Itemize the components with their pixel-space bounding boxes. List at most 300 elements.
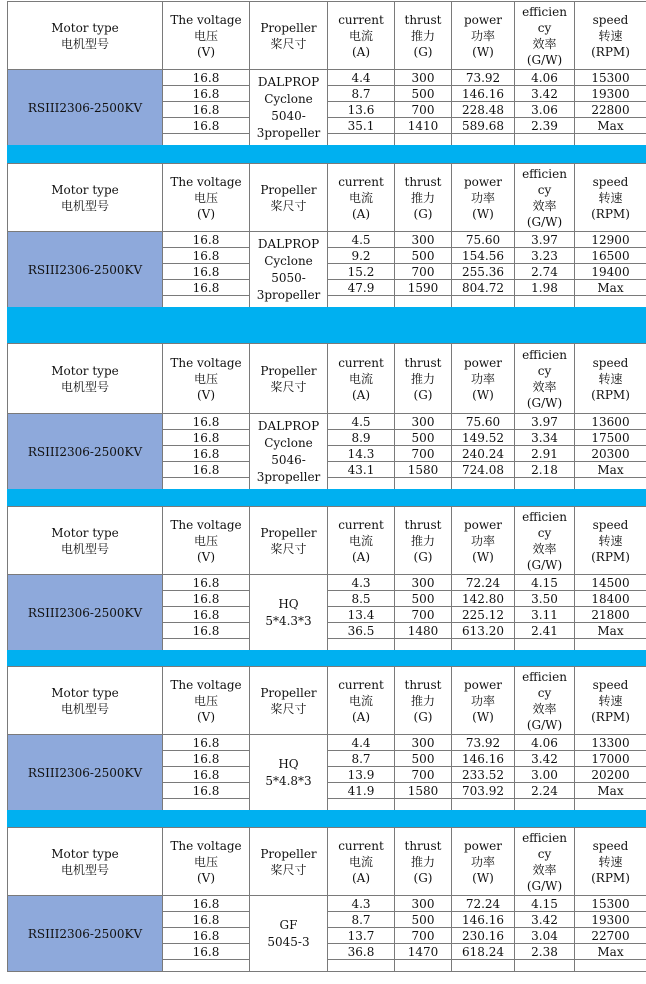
header-current [328, 2, 395, 70]
empty-cell [515, 799, 575, 811]
current-cell: 4.3 [328, 575, 395, 591]
power-cell: 618.24 [452, 944, 515, 960]
thrust-cell: 1470 [395, 944, 452, 960]
power-cell: 230.16 [452, 928, 515, 944]
power-cell: 703.92 [452, 783, 515, 799]
header-current [328, 344, 395, 414]
empty-cell [452, 296, 515, 308]
cell-line: 5*4.8*3 [265, 773, 312, 788]
cell-line: (V) [196, 387, 216, 402]
table-row [8, 575, 646, 591]
current-cell: 36.8 [328, 944, 395, 960]
empty-cell [575, 960, 646, 972]
power-cell: 228.48 [452, 102, 515, 118]
cell-line: (W) [472, 709, 494, 724]
efficiency-cell: 4.15 [515, 575, 575, 591]
cell-line: power [463, 12, 502, 27]
efficiency-cell: 3.97 [515, 232, 575, 248]
current-cell: 4.5 [328, 232, 395, 248]
header-current [328, 667, 395, 735]
test-block-table [7, 163, 646, 308]
voltage-cell: 16.8 [163, 462, 250, 478]
empty-cell [328, 478, 395, 490]
voltage-cell: 16.8 [163, 575, 250, 591]
current-cell: 4.3 [328, 896, 395, 912]
cell-line: DALPROP [257, 418, 320, 433]
cell-line: 功率 [470, 533, 495, 548]
section-separator-bar [7, 810, 646, 827]
cell-line: The voltage [170, 355, 242, 370]
cell-line: 效率 [532, 198, 557, 213]
header-thrust [395, 164, 452, 232]
cell-line: (V) [196, 206, 216, 221]
header-propeller [250, 667, 328, 735]
section-separator-bar [7, 145, 646, 163]
section-separator-bar [7, 307, 646, 343]
power-cell: 146.16 [452, 751, 515, 767]
header-thrust [395, 667, 452, 735]
cell-line: (G/W) [526, 557, 563, 572]
power-cell: 724.08 [452, 462, 515, 478]
current-cell: 8.5 [328, 591, 395, 607]
cell-line: 转速 [598, 533, 623, 548]
empty-cell [328, 799, 395, 811]
cell-line: (G/W) [526, 878, 563, 893]
empty-cell [163, 799, 250, 811]
propeller-cell [250, 575, 328, 651]
empty-cell [163, 478, 250, 490]
empty-cell [328, 296, 395, 308]
thrust-cell: 1590 [395, 280, 452, 296]
header-thrust [395, 828, 452, 896]
cell-line: GF [279, 917, 298, 932]
current-cell: 4.4 [328, 70, 395, 86]
voltage-cell: 16.8 [163, 70, 250, 86]
test-block-table [7, 666, 646, 811]
thrust-cell: 700 [395, 102, 452, 118]
cell-line: 电流 [348, 854, 373, 869]
speed-cell: 14500 [575, 575, 646, 591]
motor-type-cell: RSIII2306-2500KV [8, 70, 163, 146]
cell-line: efficien [522, 166, 567, 181]
header-propeller [250, 2, 328, 70]
cell-line: efficien [522, 347, 567, 362]
speed-cell: 19300 [575, 86, 646, 102]
cell-line: 电压 [193, 854, 218, 869]
empty-cell [395, 296, 452, 308]
cell-line: 效率 [532, 36, 557, 51]
voltage-cell: 16.8 [163, 102, 250, 118]
efficiency-cell: 2.38 [515, 944, 575, 960]
cell-line: cy [537, 685, 552, 700]
empty-cell [575, 478, 646, 490]
section-separator-bar [7, 489, 646, 506]
test-block-table [7, 506, 646, 651]
header-voltage [163, 164, 250, 232]
current-cell: 35.1 [328, 118, 395, 134]
voltage-cell: 16.8 [163, 248, 250, 264]
empty-cell [395, 639, 452, 651]
cell-line: (V) [196, 870, 216, 885]
cell-line: cy [537, 20, 552, 35]
cell-line: power [463, 677, 502, 692]
efficiency-cell: 2.24 [515, 783, 575, 799]
speed-cell: 13300 [575, 735, 646, 751]
empty-cell [163, 639, 250, 651]
thrust-cell: 500 [395, 86, 452, 102]
header-speed [575, 667, 646, 735]
motor-type-cell: RSIII2306-2500KV [8, 896, 163, 972]
cell-line: 电流 [348, 190, 373, 205]
header-voltage [163, 2, 250, 70]
cell-line: (A) [351, 709, 371, 724]
efficiency-cell: 3.50 [515, 591, 575, 607]
current-cell: 8.7 [328, 86, 395, 102]
cell-line: thrust [404, 517, 442, 532]
propeller-cell [250, 70, 328, 146]
header-thrust [395, 344, 452, 414]
speed-cell: 19300 [575, 912, 646, 928]
empty-cell [515, 639, 575, 651]
cell-line: 功率 [470, 28, 495, 43]
cell-line: 电机型号 [60, 862, 109, 877]
power-cell: 589.68 [452, 118, 515, 134]
thrust-cell: 300 [395, 414, 452, 430]
voltage-cell: 16.8 [163, 86, 250, 102]
cell-line: speed [592, 838, 629, 853]
cell-line: The voltage [170, 517, 242, 532]
thrust-cell: 500 [395, 912, 452, 928]
header-row [8, 507, 646, 575]
empty-cell [575, 296, 646, 308]
cell-line: The voltage [170, 12, 242, 27]
header-power [452, 2, 515, 70]
cell-line: (RPM) [591, 549, 630, 564]
header-current [328, 828, 395, 896]
cell-line: Propeller [260, 685, 317, 700]
cell-line: The voltage [170, 677, 242, 692]
voltage-cell: 16.8 [163, 783, 250, 799]
cell-line: 桨尺寸 [270, 541, 307, 556]
test-block-table [7, 1, 646, 146]
cell-line: DALPROP [257, 236, 320, 251]
speed-cell: 12900 [575, 232, 646, 248]
cell-line: 桨尺寸 [270, 701, 307, 716]
efficiency-cell: 3.00 [515, 767, 575, 783]
cell-line: efficien [522, 509, 567, 524]
cell-line: 效率 [532, 379, 557, 394]
thrust-cell: 500 [395, 430, 452, 446]
header-row [8, 344, 646, 414]
propeller-cell [250, 414, 328, 490]
thrust-cell: 500 [395, 248, 452, 264]
cell-line: (G) [413, 44, 433, 59]
speed-cell: 21800 [575, 607, 646, 623]
speed-cell: 13600 [575, 414, 646, 430]
power-cell: 149.52 [452, 430, 515, 446]
header-speed [575, 507, 646, 575]
thrust-cell: 300 [395, 896, 452, 912]
efficiency-cell: 4.15 [515, 896, 575, 912]
voltage-cell: 16.8 [163, 414, 250, 430]
current-cell: 15.2 [328, 264, 395, 280]
efficiency-cell: 3.06 [515, 102, 575, 118]
voltage-cell: 16.8 [163, 912, 250, 928]
speed-cell: 15300 [575, 896, 646, 912]
cell-line: (G/W) [526, 395, 563, 410]
cell-line: (G/W) [526, 717, 563, 732]
header-speed [575, 2, 646, 70]
speed-cell: Max [575, 118, 646, 134]
cell-line: (G) [413, 549, 433, 564]
cell-line: (A) [351, 44, 371, 59]
empty-cell [328, 639, 395, 651]
header-power [452, 667, 515, 735]
cell-line: thrust [404, 355, 442, 370]
empty-cell [575, 639, 646, 651]
cell-line: (A) [351, 387, 371, 402]
cell-line: 电压 [193, 371, 218, 386]
efficiency-cell: 3.97 [515, 414, 575, 430]
cell-line: 5046- [271, 452, 306, 467]
power-cell: 72.24 [452, 896, 515, 912]
voltage-cell: 16.8 [163, 751, 250, 767]
cell-line: 桨尺寸 [270, 379, 307, 394]
cell-line: Propeller [260, 525, 317, 540]
voltage-cell: 16.8 [163, 623, 250, 639]
current-cell: 47.9 [328, 280, 395, 296]
header-row [8, 828, 646, 896]
cell-line: 功率 [470, 190, 495, 205]
current-cell: 13.6 [328, 102, 395, 118]
header-motor [8, 344, 163, 414]
power-cell: 142.80 [452, 591, 515, 607]
cell-line: Motor type [51, 846, 119, 861]
cell-line: current [338, 838, 384, 853]
cell-line: 电压 [193, 190, 218, 205]
empty-cell [163, 134, 250, 146]
header-propeller [250, 164, 328, 232]
cell-line: (G) [413, 387, 433, 402]
cell-line: 电流 [348, 28, 373, 43]
power-cell: 72.24 [452, 575, 515, 591]
header-speed [575, 828, 646, 896]
cell-line: efficien [522, 830, 567, 845]
current-cell: 13.4 [328, 607, 395, 623]
thrust-cell: 300 [395, 70, 452, 86]
cell-line: 电机型号 [60, 541, 109, 556]
cell-line: (RPM) [591, 44, 630, 59]
cell-line: (RPM) [591, 206, 630, 221]
efficiency-cell: 3.04 [515, 928, 575, 944]
current-cell: 41.9 [328, 783, 395, 799]
section-separator-bar [7, 650, 646, 666]
cell-line: 电机型号 [60, 36, 109, 51]
propeller-cell [250, 232, 328, 308]
cell-line: 3propeller [256, 469, 321, 484]
cell-line: Cyclone [264, 91, 313, 106]
cell-line: 转速 [598, 693, 623, 708]
efficiency-cell: 3.42 [515, 86, 575, 102]
header-voltage [163, 667, 250, 735]
thrust-cell: 300 [395, 232, 452, 248]
test-block-table [7, 827, 646, 972]
empty-cell [328, 960, 395, 972]
empty-cell [395, 960, 452, 972]
voltage-cell: 16.8 [163, 735, 250, 751]
thrust-cell: 700 [395, 264, 452, 280]
power-cell: 233.52 [452, 767, 515, 783]
cell-line: 效率 [532, 701, 557, 716]
cell-line: 推力 [410, 854, 435, 869]
voltage-cell: 16.8 [163, 446, 250, 462]
table-row [8, 896, 646, 912]
header-power [452, 344, 515, 414]
power-cell: 613.20 [452, 623, 515, 639]
cell-line: 电流 [348, 693, 373, 708]
cell-line: current [338, 355, 384, 370]
motor-type-cell: RSIII2306-2500KV [8, 232, 163, 308]
cell-line: Cyclone [264, 435, 313, 450]
cell-line: The voltage [170, 838, 242, 853]
cell-line: 5*4.3*3 [265, 613, 312, 628]
cell-line: 电压 [193, 28, 218, 43]
cell-line: 转速 [598, 190, 623, 205]
current-cell: 14.3 [328, 446, 395, 462]
cell-line: DALPROP [257, 74, 320, 89]
efficiency-cell: 4.06 [515, 735, 575, 751]
header-row [8, 164, 646, 232]
power-cell: 240.24 [452, 446, 515, 462]
thrust-cell: 500 [395, 591, 452, 607]
cell-line: cy [537, 525, 552, 540]
cell-line: thrust [404, 838, 442, 853]
cell-line: 功率 [470, 371, 495, 386]
header-voltage [163, 828, 250, 896]
cell-line: (V) [196, 549, 216, 564]
cell-line: 电机型号 [60, 701, 109, 716]
header-motor [8, 667, 163, 735]
header-propeller [250, 828, 328, 896]
efficiency-cell: 2.39 [515, 118, 575, 134]
header-speed [575, 164, 646, 232]
cell-line: Motor type [51, 363, 119, 378]
efficiency-cell: 3.11 [515, 607, 575, 623]
motor-type-cell: RSIII2306-2500KV [8, 414, 163, 490]
table-row [8, 414, 646, 430]
table-row [8, 70, 646, 86]
cell-line: efficien [522, 4, 567, 19]
efficiency-cell: 3.23 [515, 248, 575, 264]
header-thrust [395, 2, 452, 70]
cell-line: Propeller [260, 182, 317, 197]
current-cell: 13.9 [328, 767, 395, 783]
cell-line: 功率 [470, 854, 495, 869]
empty-cell [515, 296, 575, 308]
cell-line: (W) [472, 206, 494, 221]
cell-line: efficien [522, 669, 567, 684]
cell-line: speed [592, 174, 629, 189]
power-cell: 154.56 [452, 248, 515, 264]
cell-line: 5040- [271, 108, 306, 123]
current-cell: 8.7 [328, 751, 395, 767]
cell-line: (V) [196, 709, 216, 724]
thrust-cell: 1480 [395, 623, 452, 639]
cell-line: thrust [404, 174, 442, 189]
cell-line: 转速 [598, 371, 623, 386]
thrust-cell: 1410 [395, 118, 452, 134]
speed-cell: 20300 [575, 446, 646, 462]
cell-line: (A) [351, 206, 371, 221]
speed-cell: 19400 [575, 264, 646, 280]
header-row [8, 667, 646, 735]
thrust-cell: 1580 [395, 783, 452, 799]
empty-cell [515, 478, 575, 490]
thrust-cell: 700 [395, 928, 452, 944]
empty-cell [575, 134, 646, 146]
cell-line: HQ [278, 596, 299, 611]
cell-line: Motor type [51, 20, 119, 35]
cell-line: 电机型号 [60, 198, 109, 213]
thrust-cell: 700 [395, 767, 452, 783]
current-cell: 8.9 [328, 430, 395, 446]
speed-cell: Max [575, 462, 646, 478]
cell-line: power [463, 517, 502, 532]
cell-line: current [338, 12, 384, 27]
empty-cell [452, 639, 515, 651]
motor-type-cell: RSIII2306-2500KV [8, 735, 163, 811]
efficiency-cell: 2.74 [515, 264, 575, 280]
thrust-cell: 300 [395, 735, 452, 751]
cell-line: 效率 [532, 862, 557, 877]
cell-line: cy [537, 363, 552, 378]
thrust-cell: 300 [395, 575, 452, 591]
cell-line: (RPM) [591, 709, 630, 724]
cell-line: cy [537, 182, 552, 197]
cell-line: 推力 [410, 693, 435, 708]
thrust-cell: 700 [395, 446, 452, 462]
empty-cell [515, 960, 575, 972]
cell-line: 转速 [598, 28, 623, 43]
cell-line: 电机型号 [60, 379, 109, 394]
power-cell: 73.92 [452, 735, 515, 751]
power-cell: 146.16 [452, 912, 515, 928]
empty-cell [452, 478, 515, 490]
speed-cell: 22700 [575, 928, 646, 944]
header-voltage [163, 507, 250, 575]
efficiency-cell: 3.42 [515, 751, 575, 767]
cell-line: current [338, 677, 384, 692]
voltage-cell: 16.8 [163, 944, 250, 960]
cell-line: 5050- [271, 270, 306, 285]
cell-line: (G) [413, 709, 433, 724]
header-efficiency [515, 2, 575, 70]
cell-line: (A) [351, 870, 371, 885]
cell-line: cy [537, 846, 552, 861]
cell-line: 桨尺寸 [270, 36, 307, 51]
power-cell: 75.60 [452, 414, 515, 430]
cell-line: 电压 [193, 533, 218, 548]
empty-cell [328, 134, 395, 146]
header-motor [8, 828, 163, 896]
current-cell: 9.2 [328, 248, 395, 264]
header-propeller [250, 507, 328, 575]
speed-cell: Max [575, 280, 646, 296]
speed-cell: 15300 [575, 70, 646, 86]
cell-line: 桨尺寸 [270, 862, 307, 877]
thrust-cell: 1580 [395, 462, 452, 478]
table-row [8, 735, 646, 751]
